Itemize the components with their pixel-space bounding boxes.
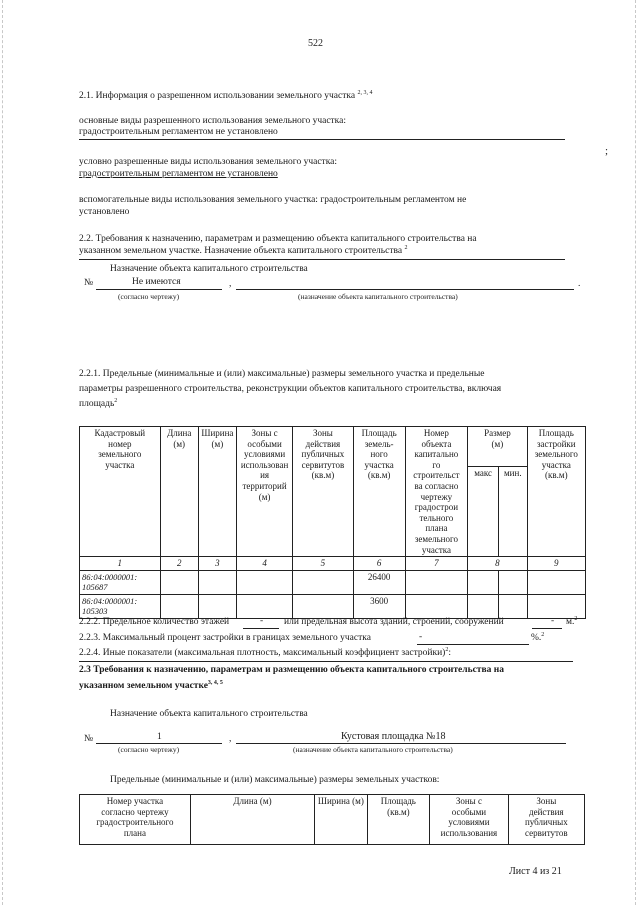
auxiliary-use-line2: установлено <box>79 207 130 217</box>
plot-limits-label: Предельные (минимальные и (или) максимальные) размеры земельных участков: <box>110 775 440 785</box>
section-2-2-2-height-label: или предельная высота зданий, строений, сооружений <box>284 617 504 627</box>
section-2-2-4-underline <box>79 661 573 662</box>
object-number-value: Не имеются <box>132 277 181 287</box>
section-2-3-title-line2: указанном земельном участке$^{3, 4, 5}$ <box>79 679 223 691</box>
col-number: 9 <box>527 557 585 571</box>
section-2-2-4-label: 2.2.4. Иные показатели (максимальная плотность, максимальный коэффициент застройки)$^2$: <box>79 646 451 658</box>
sheet-number: Лист 4 из 21 <box>509 866 562 877</box>
section-2-3-title-line1: 2.3 Требования к назначению, параметрам и размещению объекта капитального строительства на <box>79 665 504 675</box>
section-2-2-1-line3: площадь$^2$ <box>79 397 118 409</box>
section-2-1-title: 2.1. Информация о разрешенном использовании земельного участка $^{2, 3, 4}$ <box>79 89 373 101</box>
header-special-zones: Зоны с особыми условиями использован ия территорий (м) <box>236 427 292 557</box>
main-use-value: градостроительным регламентом не установлено <box>79 127 278 137</box>
build-percent-underline <box>417 644 529 645</box>
header-plot-number: Номер участка согласно чертежу градостроительного плана <box>80 795 191 845</box>
number-sign: № <box>84 278 94 288</box>
dot: . <box>578 279 581 289</box>
section-2-2-title-line2: указанном земельном участке. Назначение объекта капитального строительства $^2$ <box>79 244 408 256</box>
caption-per-drawing: (согласно чертежу) <box>118 292 180 301</box>
main-use-underline <box>79 139 565 140</box>
scan-right-edge <box>635 0 636 905</box>
comma-2: , <box>229 734 232 744</box>
margin-mark: ; <box>605 145 609 157</box>
header-size-max: макс <box>468 466 499 556</box>
conditional-use-value: градостроительным регламентом не установлено <box>79 169 278 179</box>
auxiliary-use-line1: вспомогательные виды использования земельного участка: градостроительным регламентом не <box>79 195 467 205</box>
purpose-label: Назначение объекта капитального строительства <box>110 264 308 274</box>
header-cadastral: Кадастровый номер земельного участка <box>80 427 161 557</box>
section-2-2-1-line2: параметры разрешенного строительства, реконструкции объектов капитального строительства, включая <box>79 384 502 394</box>
cadastral-number: 86:04:0000001: 105303 <box>80 594 161 618</box>
col-number: 1 <box>80 557 161 571</box>
object-number-underline <box>96 289 222 290</box>
number-sign-2: № <box>84 734 94 744</box>
col-number: 2 <box>160 557 198 571</box>
scan-left-edge <box>2 0 3 905</box>
build-percent-unit: %.$^2$ <box>531 631 545 643</box>
section-2-2-underline <box>79 259 565 260</box>
header-servitude-zones-2: Зоны действия публичных сервитутов <box>508 795 584 845</box>
header-length-2: Длина (м) <box>190 795 314 845</box>
object-number-underline-2 <box>96 743 222 744</box>
header-width: Ширина (м) <box>198 427 236 557</box>
height-value: - <box>551 616 555 626</box>
object-name-value: Кустовая площадка №18 <box>341 731 446 742</box>
cadastral-number: 86:04:0000001: 105687 <box>80 570 161 594</box>
plot-area-value: 26400 <box>353 570 405 594</box>
caption-per-drawing-2: (согласно чертежу) <box>118 745 180 754</box>
parameters-table <box>79 426 586 619</box>
header-area-2: Площадь (кв.м) <box>367 795 430 845</box>
build-percent-value: - <box>419 632 423 642</box>
comma: , <box>229 279 232 289</box>
plot-sizes-table <box>79 794 585 845</box>
col-number: 3 <box>198 557 236 571</box>
header-length: Длина (м) <box>160 427 198 557</box>
section-2-2-1-line1: 2.2.1. Предельные (минимальные и (или) максимальные) размеры земельного участка и предельные <box>79 369 485 379</box>
plot-area-value: 3600 <box>353 594 405 618</box>
header-object-number: Номер объекта капитально го строительст ва согласно чертежу градострои тельного плана земельного участка <box>405 427 468 557</box>
header-special-zones-2: Зоны с особыми условиями использования <box>430 795 508 845</box>
table-row <box>80 594 586 618</box>
section-2-2-3-label: 2.2.3. Максимальный процент застройки в границах земельного участка <box>79 633 371 643</box>
object-name-underline <box>236 743 566 744</box>
object-purpose-underline <box>236 289 574 290</box>
section-2-2-title-line1: 2.2. Требования к назначению, параметрам и размещению объекта капитального строительства на <box>79 234 477 244</box>
caption-object-purpose-2: (назначение объекта капитального строительства) <box>293 745 453 754</box>
col-number: 8 <box>468 557 527 571</box>
page-number: 522 <box>308 38 323 49</box>
col-number: 6 <box>353 557 405 571</box>
header-building-area: Площадь застройки земельного участка (кв.м) <box>527 427 585 557</box>
object-number-value-2: 1 <box>157 732 162 742</box>
header-size: Размер (м) <box>468 427 527 467</box>
col-number: 5 <box>293 557 353 571</box>
floors-value: - <box>260 616 264 626</box>
section-2-2-2-label: 2.2.2. Предельное количество этажей <box>79 617 230 627</box>
header-width-2: Ширина (м) <box>315 795 367 845</box>
height-underline <box>532 628 562 629</box>
col-number: 7 <box>405 557 468 571</box>
header-plot-area: Площадь земель- ного участка (кв.м) <box>353 427 405 557</box>
caption-object-purpose: (назначение объекта капитального строительства) <box>298 292 458 301</box>
col-number: 4 <box>236 557 292 571</box>
conditional-use-label: условно разрешенные виды использования земельного участка: <box>79 157 338 167</box>
header-size-min: мин. <box>498 466 527 556</box>
main-use-label: основные виды разрешенного использования земельного участка: <box>79 116 347 126</box>
floors-underline <box>243 628 279 629</box>
header-servitude-zones: Зоны действия публичных сервитутов (кв.м) <box>293 427 353 557</box>
table-row <box>80 570 586 594</box>
purpose-label-2: Назначение объекта капитального строительства <box>110 709 308 719</box>
height-unit: м.$^2$ <box>566 615 578 627</box>
